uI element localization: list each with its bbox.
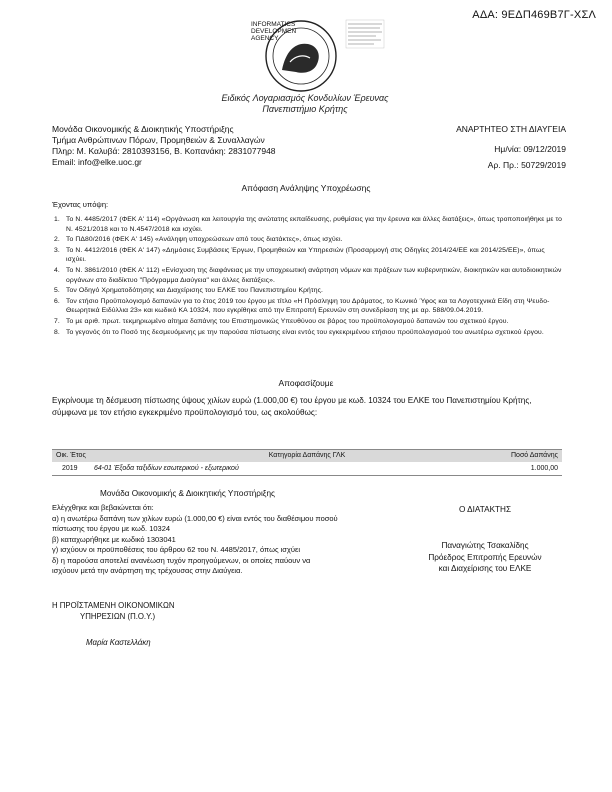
legal-item-number: 7.: [54, 317, 60, 325]
verification-line: γ) ισχύουν οι προϋποθέσεις του άρθρου 62 του Ν. 4485/2017, όπως ισχύει: [52, 545, 300, 554]
legal-item-number: 3.: [54, 246, 60, 254]
legal-item: [54, 328, 564, 338]
legal-item: [54, 286, 564, 296]
verification-line: δ) η παρούσα αποτελεί ανανέωση τυχόν προηγούμενων, οι οποίες παύουν να: [52, 555, 311, 565]
legal-item-number: 6.: [54, 297, 60, 305]
legal-item-number: 1.: [54, 216, 60, 223]
authorizer-name: Παναγιώτης Τσακαλίδης: [441, 541, 529, 550]
ada-code: ΑΔΑ: 9ΕΔΠ469Β7Γ-ΧΣΛ: [472, 9, 596, 21]
verification-block: [52, 503, 392, 577]
authorizer-title: Ο ΔΙΑΤΑΚΤΗΣ: [458, 505, 512, 514]
we-decide-heading: Αποφασίζουμε: [278, 378, 334, 388]
header-right: [456, 124, 566, 173]
legal-item: [54, 235, 564, 245]
legal-item-text: Τον Οδηγό Χρηματοδότησης και Διαχείρισης του ΕΛΚΕ του Πανεπιστημίου Κρήτης.: [66, 287, 323, 295]
verification-line: α) η ανωτέρω δαπάνη των χιλίων ευρώ (1.000,00 €) είναι εντός του διαθέσιμου ποσού: [52, 513, 338, 523]
column-header-year: Οικ. Έτος: [56, 452, 86, 459]
authorizer-role: και Διαχείρισης του ΕΛΚΕ: [438, 564, 532, 573]
document-date: Ημ/νία: 09/12/2019: [494, 144, 566, 154]
unit-name: Μονάδα Οικονομικής & Διοικητικής Υποστήριξης: [52, 124, 234, 134]
legal-item-text: Το ΠΔ80/2016 (ΦΕΚ Α' 145) «Ανάληψη υποχρεώσεων από τους διατάκτες», όπως ισχύει.: [66, 236, 343, 244]
legal-item-text: Τον ετήσιο Προϋπολογισμό δαπανών για το έτος 2019 του έργου με τίτλο «Η Πρόσληψη του Δράματος, το Κωνικό Ύφος και τα Λογοτεχνικά Είδη στη Ψευδο-Θεωρητικά Ειδύλλια 23» και κωδικό ΚΑ 10324, που εγκρίθηκε από την Επιτροπή Ερευνών στη συνεδρίαση της με αρ. 588/09.04.2019.: [66, 297, 550, 315]
column-header-amount: Ποσό Δαπάνης: [511, 452, 558, 459]
logo-caption: [180, 93, 430, 115]
head-of-finance-block: [52, 600, 174, 622]
verification-unit: Μονάδα Οικονομικής & Διοικητικής Υποστήριξης: [100, 489, 275, 498]
head-of-finance-title: Η ΠΡΟΪΣΤΑΜΕΝΗ ΟΙΚΟΝΟΜΙΚΩΝ: [52, 601, 175, 610]
cell-year: 2019: [62, 465, 78, 472]
legal-item-number: 8.: [54, 328, 60, 336]
column-header-category: Κατηγορία Δαπάνης ΓΛΚ: [268, 452, 346, 459]
department-name: Τμήμα Ανθρώπινων Πόρων, Προμηθειών & Συναλλαγών: [52, 135, 265, 145]
legal-item-number: 4.: [54, 266, 60, 274]
logo-caption-line2: Πανεπιστήμιο Κρήτης: [262, 104, 348, 114]
head-of-finance-title: ΥΠΗΡΕΣΙΩΝ (Π.Ο.Υ.): [80, 612, 156, 621]
decision-title: Απόφαση Ανάληψης Υποχρέωσης: [241, 183, 371, 193]
authorizer-block: [400, 540, 570, 575]
logo-caption-line1: Ειδικός Λογαριασμός Κονδυλίων Έρευνας: [221, 93, 389, 103]
legal-basis-list: [54, 215, 564, 338]
legal-item-number: 5.: [54, 287, 60, 295]
legal-item-text: Το γεγονός ότι το Ποσό της δεσμευόμενης με την παρούσα πίστωσης είναι εντός του εγκεκριμένου ετήσιου προϋπολογισμού του ανωτέρω σχετικού έργου.: [66, 328, 544, 336]
approval-paragraph: Εγκρίνουμε τη δέσμευση πίστωσης ύψους χιλίων ευρώ (1.000,00 €) του έργου με κωδ. 10324 του ΕΛΚΕ του Πανεπιστημίου Κρήτης, σύμφωνα με τον ετήσιο εγκεκριμένο προϋπολογισμό του, ως ακολούθως:: [52, 396, 532, 417]
contact-info: Πληρ: Μ. Καλυβά: 2810393156, Β. Κοπανάκη: 2831077948: [52, 146, 276, 156]
legal-item-text: Το με αριθ. πρωτ. τεκμηριωμένο αίτημα δαπάνης του Επιστημονικώς Υπευθύνου σε βάρος του προϋπολογισμού δαπανών του σχετικού έργου.: [66, 317, 509, 325]
legal-item-text: Το Ν. 4412/2016 (ΦΕΚ Α' 147) «Δημόσιες Συμβάσεις Έργων, Προμηθειών και Υπηρεσιών (Προσαρμογή στις Οδηγίες 2014/24/ΕΕ και 2014/25/ΕΕ)», όπως ισχύει.: [66, 246, 545, 264]
logo-text-line1: INFORMATICS: [251, 21, 296, 28]
verification-line: Ελέγχθηκε και βεβαιώνεται ότι:: [52, 503, 154, 512]
head-of-finance-name: Μαρία Καστελλάκη: [86, 638, 151, 647]
table-header: [52, 449, 562, 462]
considering-label: Έχοντας υπόψη:: [52, 200, 109, 209]
cell-amount: 1.000,00: [530, 465, 558, 472]
legal-item-number: 2.: [54, 236, 60, 244]
verification-line: ισχύουν μετά την ανάρτηση της τρέχουσας στην Διαύγεια.: [52, 566, 243, 575]
table-row: [52, 463, 562, 476]
header-left: [52, 124, 276, 168]
authorizer-role: Πρόεδρος Επιτροπής Ερευνών: [428, 552, 542, 562]
legal-item: [54, 215, 564, 234]
posting-label: ΑΝΑΡΤΗΤΕΟ ΣΤΗ ΔΙΑΥΓΕΙΑ: [456, 124, 566, 134]
legal-item: [54, 297, 564, 316]
email-line: Email: info@elke.uoc.gr: [52, 157, 142, 167]
legal-item: [54, 246, 564, 265]
legal-item: [54, 266, 564, 285]
legal-item-text: Το Ν. 3861/2010 (ΦΕΚ Α' 112) «Ενίσχυση της διαφάνειας με την υποχρεωτική ανάρτηση νόμων και πράξεων των κυβερνητικών, διοικητικών και αυτοδιοικητικών οργάνων στο διαδίκτυο "Πρόγραμμα Διαύγεια" και άλλες διατάξεις».: [66, 266, 562, 284]
legal-item-text: Το Ν. 4485/2017 (ΦΕΚ Α' 114) «Οργάνωση και λειτουργία της ανώτατης εκπαίδευσης, ρυθμίσεις για την έρευνα και άλλες διατάξεις», όπως τροποποιήθηκε με το Ν. 4521/2018 και το Ν.4547/2018 και ισχύει.: [66, 216, 563, 233]
cell-category: 64-01 Έξοδα ταξιδίων εσωτερικού - εξωτερικού: [94, 465, 239, 472]
protocol-number: Αρ. Πρ.: 50729/2019: [487, 160, 566, 170]
verification-line: πίστωσης του έργου με κωδ. 10324: [52, 524, 171, 533]
logo-text-line2: DEVELOPMEN: [251, 28, 297, 35]
verification-line: β) καταχωρήθηκε με κωδικό 1303041: [52, 534, 176, 544]
legal-item: [54, 317, 564, 327]
logo-text-line3: AGENCY: [251, 35, 279, 42]
